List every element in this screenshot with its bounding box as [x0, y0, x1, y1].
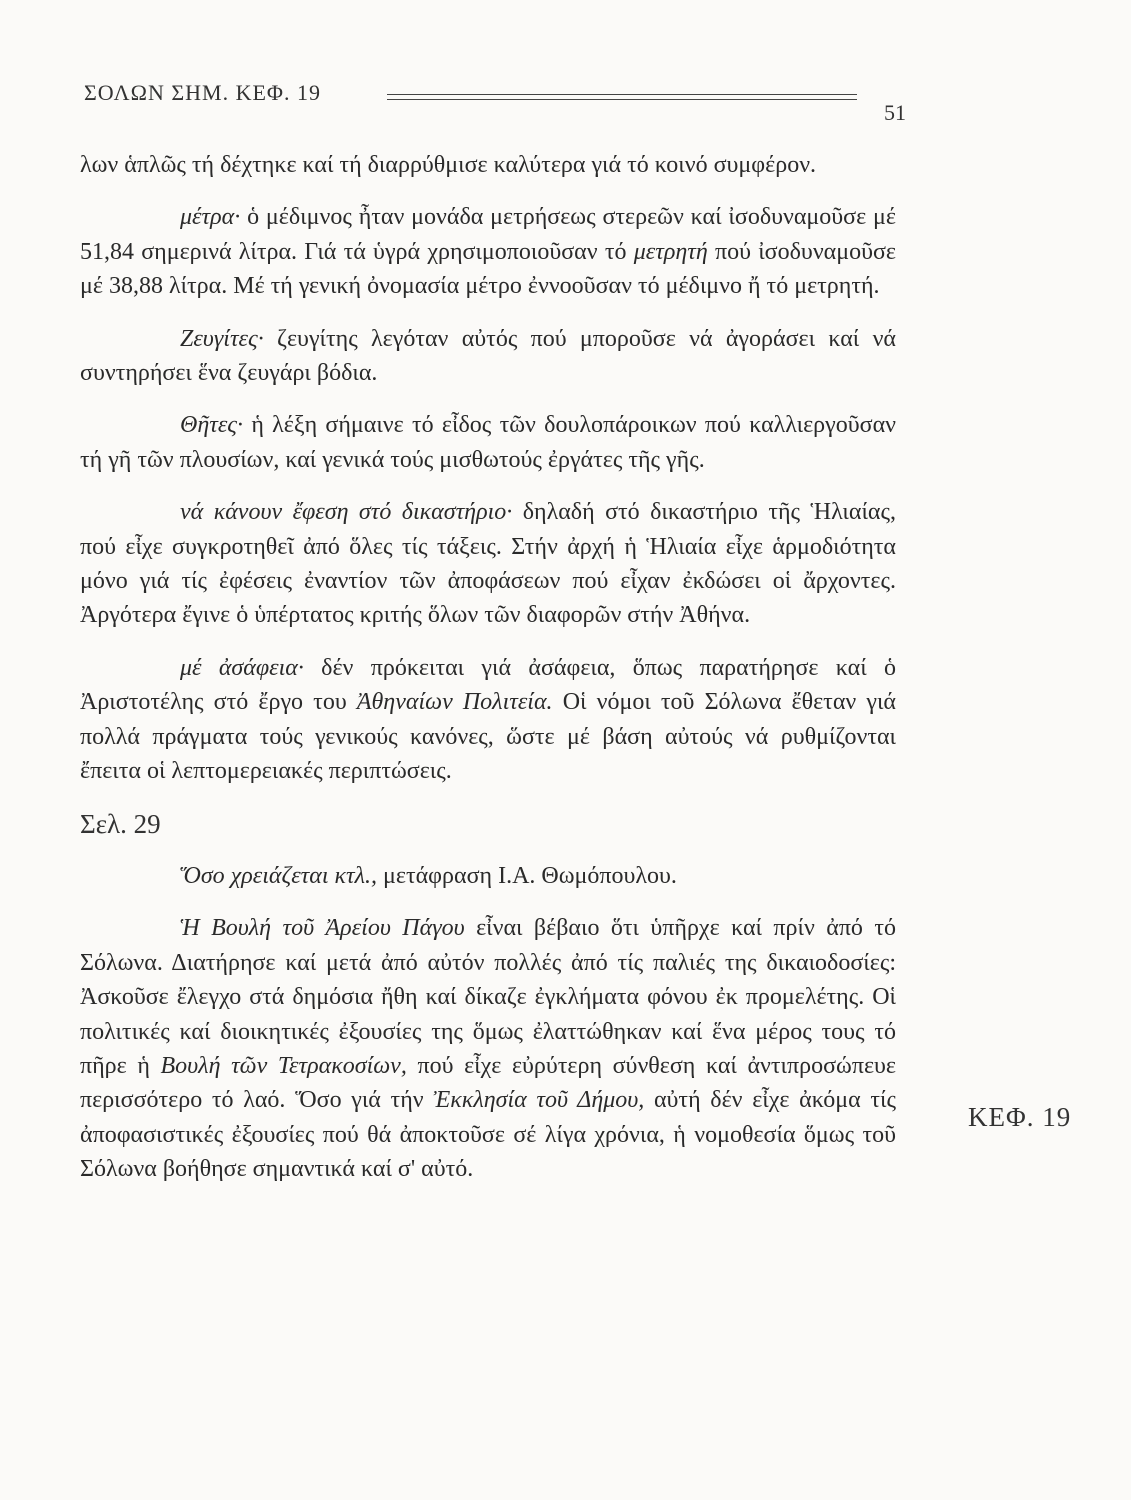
note-text: δηλαδή στό δικαστήριο τῆς Ἡλιαίας, πού εἶχε συγκροτηθεῖ ἀπό ὅλες τίς τάξεις. Στήν ἀρχή ἡ Ἡλιαία εἶχε ἁρμοδιότητα μόνο γιά τίς ἐφέσεις ἐναντίον τῶν ἀποφάσεων πού εἶχαν ἐκδώσει οἱ ἄρχοντες. Ἀργότερα ἔγινε ὁ ὑπέρτατος κριτής ὅλων τῶν διαφορῶν στήν Ἀθήνα. — [80, 499, 896, 629]
note-text: ὁ μέδιμνος ἦταν μονάδα μετρήσεως στερεῶν καί ἰσοδυναμοῦσε μέ 51,84 σημερινά λίτρα. Γιά τά ὑγρά χρησιμοποιοῦσαν τό — [80, 204, 896, 265]
page-header — [84, 78, 914, 125]
note-term: μέ ἀσάφεια· — [180, 654, 304, 681]
note-entry-efesi — [80, 495, 896, 633]
note-entry-asafeia — [80, 651, 896, 789]
margin-note: ΚΕΦ. 19 — [968, 1102, 1072, 1132]
note-text: ἡ λέξη σήμαινε τό εἶδος τῶν δουλοπάροικων πού καλλιεργοῦσαν τή γῆ τῶν πλουσίων, καί γενικά τούς μισθωτούς ἐργάτες τῆς γῆς. — [80, 412, 896, 473]
note-term-inline: Ἐκκλησία τοῦ Δήμου, — [433, 1087, 645, 1114]
note-entry-areios-pagos — [80, 911, 896, 1186]
note-term-inline: Ἀθηναίων Πολιτεία. — [356, 689, 553, 716]
note-text: δέν πρόκειται γιά ἀσάφεια, ὅπως παρατήρησε καί ὁ Ἀριστοτέλης στό ἔργο του — [80, 654, 896, 716]
note-text: πού ἰσοδυναμοῦσε μέ 38,88 λίτρα. Μέ τή γενική ὀνομασία μέτρο ἐννοοῦσαν τό μέδιμνο ἤ τό μετρητή. — [80, 238, 897, 300]
note-entry-oso — [80, 859, 896, 893]
page-number: 51 — [884, 100, 906, 125]
note-entry-zeugites — [80, 322, 896, 391]
paragraph-text: λων ἁπλῶς τή δέχτηκε καί τή διαρρύθμισε καλύτερα γιά τό κοινό συμφέρον. — [80, 152, 817, 178]
note-text: αὐτή δέν εἶχε ἀκόμα τίς ἀποφασιστικές ἐξουσίες πού θά ἀποκτοῦσε σέ λίγα χρόνια, ἡ νομοθεσία ὅμως τοῦ Σόλωνα βοήθησε σημαντικά καί σ' αὐτό. — [80, 1087, 896, 1183]
note-term: Θῆτες· — [180, 412, 244, 439]
note-term: Ἡ Βουλή τοῦ Ἀρείου Πάγου — [180, 915, 465, 942]
note-term-inline: μετρητή — [633, 238, 708, 265]
note-entry-thetes — [80, 408, 896, 477]
note-text: εἶναι βέβαιο ὅτι ὑπῆρχε καί πρίν ἀπό τό Σόλωνα. Διατήρησε καί μετά ἀπό αὐτόν πολλές ἀπό τίς παλιές της δικαιοδοσίες: Ἀσκοῦσε ἔλεγχο στά δημόσια ἤθη καί δίκαζε ἐγκλήματα φόνου ἐκ προμελέτης. Οἱ πολιτικές καί διοικητικές ἐξουσίες της ὅμως ἐλαττώθηκαν καί ἕνα μέρος τους τό πῆρε ἡ — [80, 915, 896, 1079]
paragraph-continued — [80, 148, 896, 182]
note-term: μέτρα· — [180, 204, 241, 231]
note-term-inline: Βουλή τῶν Τετρακοσίων, — [160, 1052, 407, 1079]
note-term: νά κάνουν ἔφεση στό δικαστήριο· — [180, 499, 513, 526]
body-text — [80, 148, 896, 1205]
note-text: πού εἶχε εὐρύτερη σύνθεση καί ἀντιπροσώπευε περισσότερο τό λαό. Ὅσο γιά τήν — [80, 1052, 896, 1114]
note-entry-metra — [80, 200, 896, 303]
running-head: ΣΟΛΩΝ ΣΗΜ. ΚΕΦ. 19 — [84, 80, 321, 105]
note-text: ζευγίτης λεγόταν αὐτός πού μποροῦσε νά ἀγοράσει καί νά συντηρήσει ἕνα ζευγάρι βόδια. — [80, 325, 896, 387]
note-text: Οἱ νόμοι τοῦ Σόλωνα ἔθεταν γιά πολλά πράγματα τούς γενικούς κανόνες, ὥστε μέ βάση αὐτούς νά ρυθμίζονται ἔπειτα οἱ λεπτομερειακές περιπτώσεις. — [80, 689, 897, 785]
note-term: Ὅσο χρειάζεται κτλ., — [180, 862, 378, 889]
note-term: Ζευγίτες· — [180, 325, 264, 352]
section-heading: Σελ. 29 — [80, 808, 161, 839]
header-rule — [387, 94, 857, 100]
note-text: μετάφραση Ι.Α. Θωμόπουλου. — [377, 862, 677, 889]
